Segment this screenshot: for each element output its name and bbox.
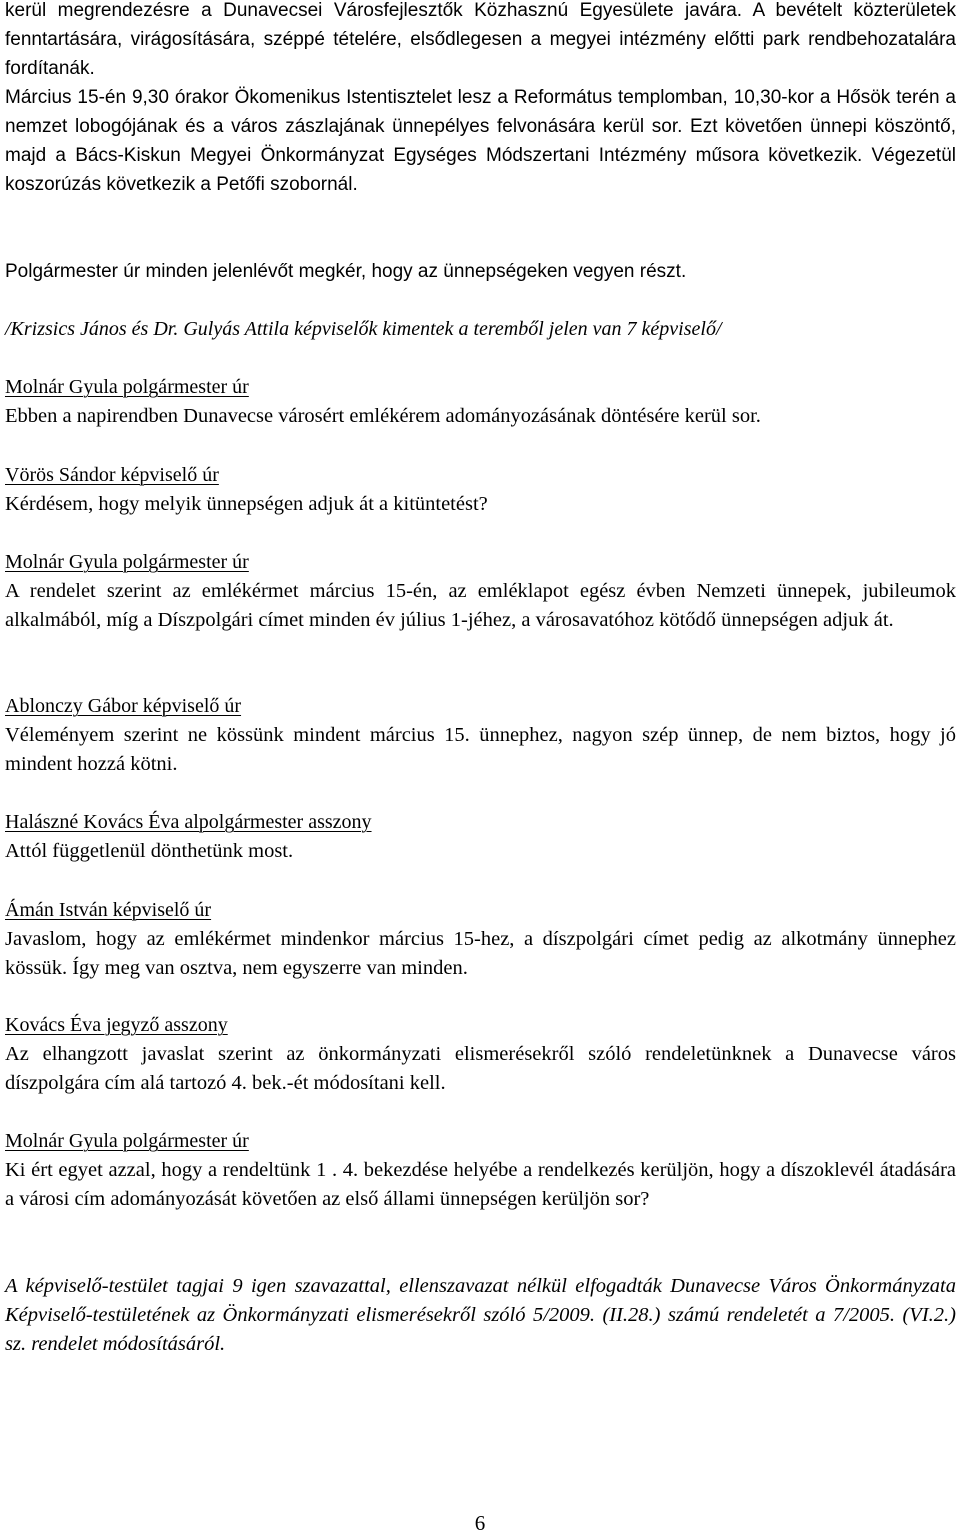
speech-text: Véleményem szerint ne kössünk mindent március 15. ünnephez, nagyon szép ünnep, de nem biztos, hogy jó mindent hozzá kötni. (5, 724, 956, 775)
speech-text: Kérdésem, hogy melyik ünnepségen adjuk át a kitüntetést? (5, 493, 488, 515)
speaker-name: Halászné Kovács Éva alpolgármester asszony (5, 811, 372, 833)
speaker-name: Ablonczy Gábor képviselő úr (5, 695, 242, 717)
page-number: 6 (474, 1511, 486, 1535)
speech-text: Ebben a napirendben Dunavecse városért emlékérem adományozásának döntésére kerül sor. (5, 405, 761, 427)
exchange-2 (5, 461, 956, 519)
speaker-name: Ámán István képviselő úr (5, 899, 212, 921)
exchange-7 (5, 1011, 956, 1098)
exchange-8 (5, 1127, 956, 1214)
speaker-name: Kovács Éva jegyző asszony (5, 1014, 228, 1036)
speech-text: Az elhangzott javaslat szerint az önkormányzati elismerésekről szóló rendeletünknek a Dunavecse város díszpolgára cím alá tartozó 4. bek.-ét módosítani kell. (5, 1043, 956, 1094)
exchange-3 (5, 548, 956, 635)
exchange-5 (5, 808, 956, 866)
resolution: A képviselő-testület tagjai 9 igen szavazattal, ellenszavazat nélkül elfogadták Dunavecse Város Önkormányzata Képviselő-testületének az Önkormányzati elismerésekről szóló 5/2009. (II.28.) számú rendeletét a 7/2005. (VI.2.) sz. rendelet módosításáról. (5, 1275, 956, 1355)
speech-text: Attól függetlenül dönthetünk most. (5, 840, 294, 862)
intro-paragraph-3: Polgármester úr minden jelenlévőt megkér, hogy az ünnepségeken vegyen részt. (5, 261, 687, 282)
speaker-name: Molnár Gyula polgármester úr (5, 376, 249, 398)
speech-text: A rendelet szerint az emlékérmet március 15-én, az emléklapot egész évben Nemzeti ünnepek, jubileumok alkalmából, míg a Díszpolgári címet minden év július 1-jéhez, a városavatóhoz kötődő ünnepségen adjuk át. (5, 580, 956, 631)
speaker-name: Molnár Gyula polgármester úr (5, 1130, 249, 1152)
speech-text: Javaslom, hogy az emlékérmet mindenkor március 15-hez, a díszpolgári címet pedig az alkotmány ünnephez kössük. Így meg van osztva, nem egyszerre van minden. (5, 928, 956, 979)
speech-text: Ki ért egyet azzal, hogy a rendeltünk 1 . 4. bekezdése helyébe a rendelkezés kerüljön, hogy a díszoklevél átadására a városi cím adományozását követően az első állami ünnepségen kerüljön sor? (5, 1159, 956, 1210)
intro-paragraph-2: Március 15-én 9,30 órakor Ökomenikus Istentisztelet lesz a Református templomban, 10,30-kor a Hősök terén a nemzet lobogójának és a város zászlajának ünnepélyes felvonására kerül sor. Ezt követően ünnepi köszöntő, majd a Bács-Kiskun Megyei Önkormányzat Egységes Módszertani Intézmény műsora következik. Végezetül koszorúzás következik a Petőfi szobornál. (5, 87, 956, 195)
attendance-note: /Krizsics János és Dr. Gulyás Attila képviselők kimentek a teremből jelen van 7 képviselő/ (5, 318, 722, 340)
intro-paragraph-1: kerül megrendezésre a Dunavecsei Városfejlesztők Közhasznú Egyesülete javára. A bevételt közterületek fenntartására, virágosítására, széppé tételére, elsődlegesen a megyei intézmény előtti park rendbehozatalára fordítanák. (5, 0, 956, 79)
speaker-name: Vörös Sándor képviselő úr (5, 464, 219, 486)
speaker-name: Molnár Gyula polgármester úr (5, 551, 249, 573)
exchange-1 (5, 373, 956, 431)
exchange-6 (5, 896, 956, 983)
exchange-4 (5, 692, 956, 779)
